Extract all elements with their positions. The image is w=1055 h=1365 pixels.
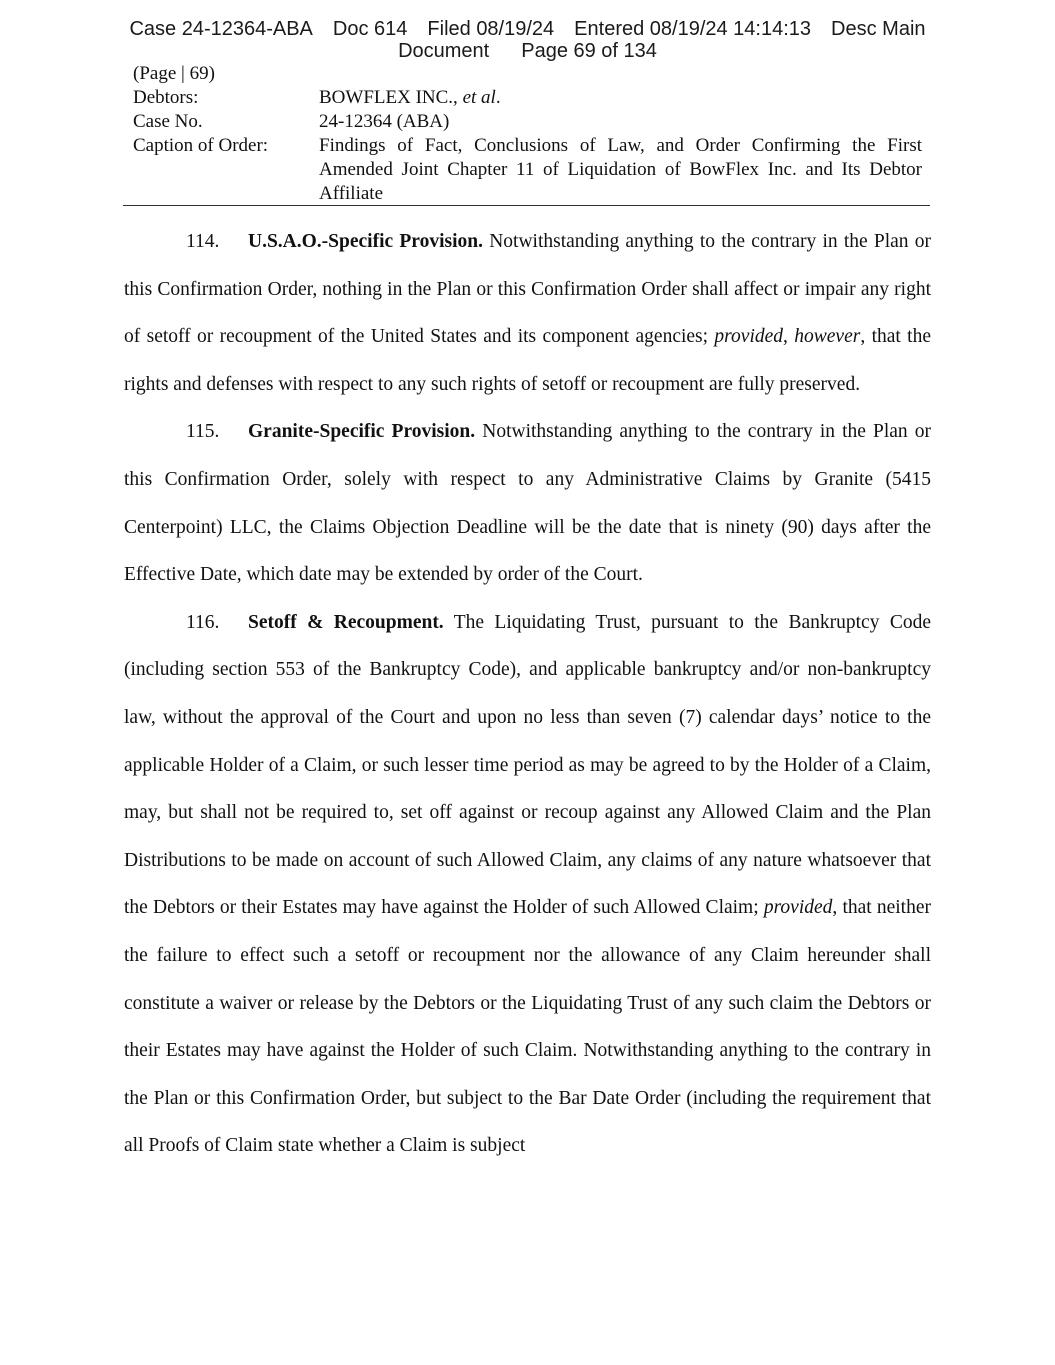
caption-debtors-label: Debtors:	[133, 87, 199, 108]
paragraph-text: The Liquidating Trust, pursuant to the Bankruptcy Code (including section 553 of the Bankruptcy Code), and applicable bankruptcy and/or non-bankruptcy law, without the approval of the Court and upon no less than seven (7) calendar days’ notice to the applicable Holder of a Claim, or such lesser time period as may be agreed to by the Holder of a Claim, may, but shall not be required to, set off against or recoup against any Allowed Claim and the Plan Distributions to be made on account of such Allowed Claim, any claims of any nature whatsoever that the Debtors or their Estates may have against the Holder of such Allowed Claim;	[124, 611, 931, 919]
paragraph-text: , that neither the failure to effect such a setoff or recoupment nor the allowance of any Claim hereunder shall constitute a waiver or release by the Debtors or the Liquidating Trust of any such claim the Debtors or their Estates may have against the Holder of such Claim. Notwithstanding anything to the contrary in the Plan or this Confirmation Order, but subject to the Bar Date Order (including the requirement that all Proofs of Claim state whether a Claim is subject	[124, 897, 931, 1157]
document-body	[124, 218, 931, 1170]
paragraph-text: ,	[783, 326, 795, 348]
caption-case-row	[133, 110, 933, 134]
debtors-et-al: et al	[462, 87, 496, 108]
paragraph-number: 115.	[186, 421, 220, 443]
stamp-case: Case 24-12364-ABA	[129, 18, 313, 40]
stamp-desc: Desc Main	[831, 18, 926, 40]
caption-case-label: Case No.	[133, 111, 203, 132]
stamp-doc: Doc 614	[332, 18, 408, 40]
caption-order-value: Findings of Fact, Conclusions of Law, and Order Confirming the First Amended Joint Chapter 11 of Liquidation of BowFlex Inc. and Its Debtor Affiliate	[319, 135, 922, 204]
court-filing-stamp	[0, 18, 1055, 62]
paragraph-heading: U.S.A.O.-Specific Provision.	[248, 231, 483, 252]
paragraph-italic: however	[794, 326, 861, 348]
paragraph-italic: provided	[763, 897, 833, 919]
stamp-entered: Entered 08/19/24 14:14:13	[574, 18, 812, 40]
stamp-line-2	[0, 40, 1055, 62]
debtors-period: .	[495, 87, 501, 108]
paragraph-italic: provided	[714, 326, 784, 348]
caption-page-ref: (Page | 69)	[133, 63, 215, 84]
paragraph-115	[124, 408, 931, 598]
caption-divider	[123, 205, 930, 206]
caption-order-row	[133, 134, 933, 206]
stamp-line-1	[0, 18, 1055, 40]
paragraph-text: Notwithstanding anything to the contrary in the Plan or this Confirmation Order, nothing in the Plan or this Confirmation Order shall affect or impair any right of setoff or recoupment of the United States and its component agencies;	[124, 231, 931, 348]
stamp-page: Page 69 of 134	[521, 40, 657, 62]
paragraph-number: 114.	[186, 231, 220, 252]
paragraph-heading: Setoff & Recoupment.	[248, 611, 444, 633]
paragraph-number: 116.	[186, 611, 220, 633]
paragraph-text: Notwithstanding anything to the contrary in the Plan or this Confirmation Order, solely with respect to any Administrative Claims by Granite (5415 Centerpoint) LLC, the Claims Objection Deadline will be the date that is ninety (90) days after the Effective Date, which date may be extended by order of the Court.	[124, 421, 931, 586]
paragraph-116	[124, 599, 931, 1170]
caption-debtors-row	[133, 86, 933, 110]
case-caption	[133, 62, 933, 206]
stamp-document: Document	[398, 40, 490, 62]
caption-debtors-value	[319, 86, 922, 110]
paragraph-heading: Granite-Specific Provision.	[248, 421, 476, 443]
debtors-name: BOWFLEX INC.,	[319, 87, 463, 108]
paragraph-114	[124, 218, 931, 408]
caption-case-value: 24-12364 (ABA)	[319, 111, 450, 132]
stamp-filed: Filed 08/19/24	[427, 18, 555, 40]
caption-order-label: Caption of Order:	[133, 135, 269, 156]
paragraph-text: , that the rights and defenses with respect to any such rights of setoff or recoupment are fully preserved.	[124, 326, 931, 395]
